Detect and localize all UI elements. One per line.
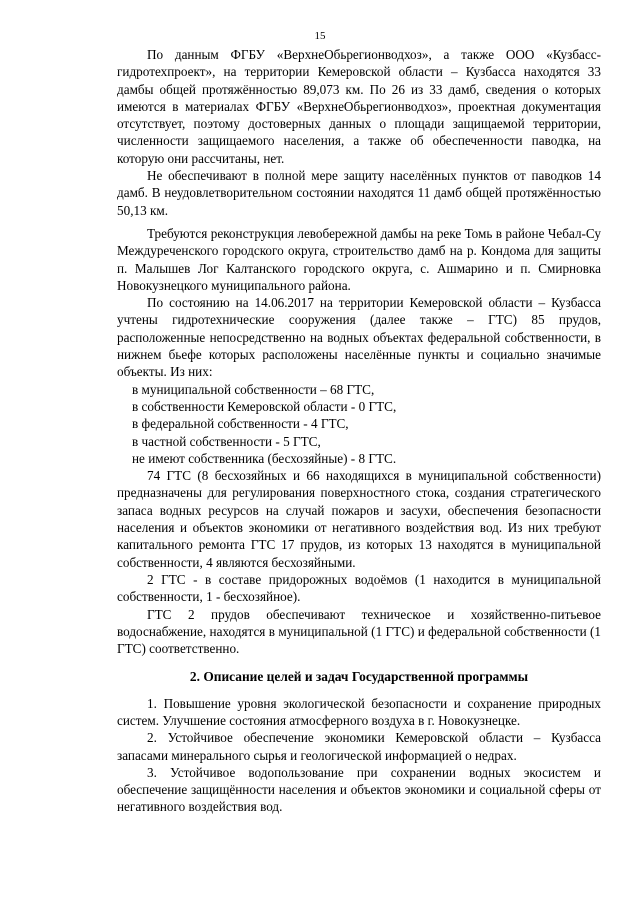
ownership-list xyxy=(117,381,601,467)
goal-item: 1. Повышение уровня экологической безопасности и сохранение природных систем. Улучшение состояния атмосферного воздуха в г. Новокузнецке. xyxy=(117,695,601,728)
paragraph-dams-condition: Не обеспечивают в полной мере защиту населённых пунктов от паводков 14 дамб. В неудовлетворительном состоянии находятся 11 дамб общей протяжённостью 50,13 км. xyxy=(117,168,601,218)
list-item: в федеральной собственности - 4 ГТС, xyxy=(132,416,349,432)
list-item: в собственности Кемеровской области - 0 ГТС, xyxy=(132,398,397,414)
list-item: в муниципальной собственности – 68 ГТС, xyxy=(132,381,375,397)
paragraph-74-gts: 74 ГТС (8 бесхозяйных и 66 находящихся в муниципальной собственности) предназначены для регулирования поверхностного стока, создания стратегического запаса водных ресурсов на случай пожаров и засухи, обеспечения безопасности населения и объектов экономики от негативного воздействия вод. Из них требуют капитального ремонта ГТС 17 прудов, из которых 13 находятся в муниципальной собственности, 4 являются бесхозяйными. xyxy=(117,468,601,570)
list-item: в частной собственности - 5 ГТС, xyxy=(132,433,321,449)
goal-item: 3. Устойчивое водопользование при сохранении водных экосистем и обеспечение защищённости населения и объектов экономики и социальной сферы от негативного воздействия вод. xyxy=(117,764,601,815)
paragraph-water-supply-gts: ГТС 2 прудов обеспечивают техническое и хозяйственно-питьевое водоснабжение, находятся в муниципальной (1 ГТС) и федеральной собственности (1 ГТС) соответственно. xyxy=(117,606,601,657)
goal-item: 2. Устойчивое обеспечение экономики Кемеровской области – Кузбасса запасами минерального сырья и геологической информацией о недрах. xyxy=(117,730,601,763)
paragraph-reconstruction: Требуются реконструкция левобережной дамбы на реке Томь в районе Чебал-Су Междуреченского городского округа, строительство дамб на р. Кондома для защиты п. Малышев Лог Калтанского городского округа, с. Ашмарино и п. Смирновка Новокузнецкого муниципального района. xyxy=(117,225,601,293)
document-body xyxy=(117,46,601,816)
paragraph-roadside-gts: 2 ГТС - в составе придорожных водоёмов (1 находится в муниципальной собственности, 1 - бесхозяйное). xyxy=(117,571,601,605)
paragraph-dams-overview: По данным ФГБУ «ВерхнеОбьрегионводхоз», а также ООО «Кузбасс-гидротехпроект», на территории Кемеровской области – Кузбасса находятся 33 дамбы общей протяжённостью 89,073 км. По 26 из 33 дамб, сведения о которых имеются в материалах ФГБУ «ВерхнеОбьрегионводхоз», проектная документация отсутствует, поэтому достоверных данных о площади защищаемой территории, численности защищаемого населения, а также об обеспеченности паводка, на которую они рассчитаны, нет. xyxy=(117,47,601,166)
paragraph-gts-count: По состоянию на 14.06.2017 на территории Кемеровской области – Кузбасса учтены гидротехнические сооружения (далее также – ГТС) 85 прудов, расположенные непосредственно на водных объектах федеральной собственности, в нижнем бьефе которых расположены населённые пункты и социально значимые объекты. Из них: xyxy=(117,295,601,380)
page-number: 15 xyxy=(314,30,326,42)
section-heading: 2. Описание целей и задач Государственной программы xyxy=(189,669,529,685)
list-item: не имеют собственника (бесхозяйные) - 8 ГТС. xyxy=(132,450,397,466)
